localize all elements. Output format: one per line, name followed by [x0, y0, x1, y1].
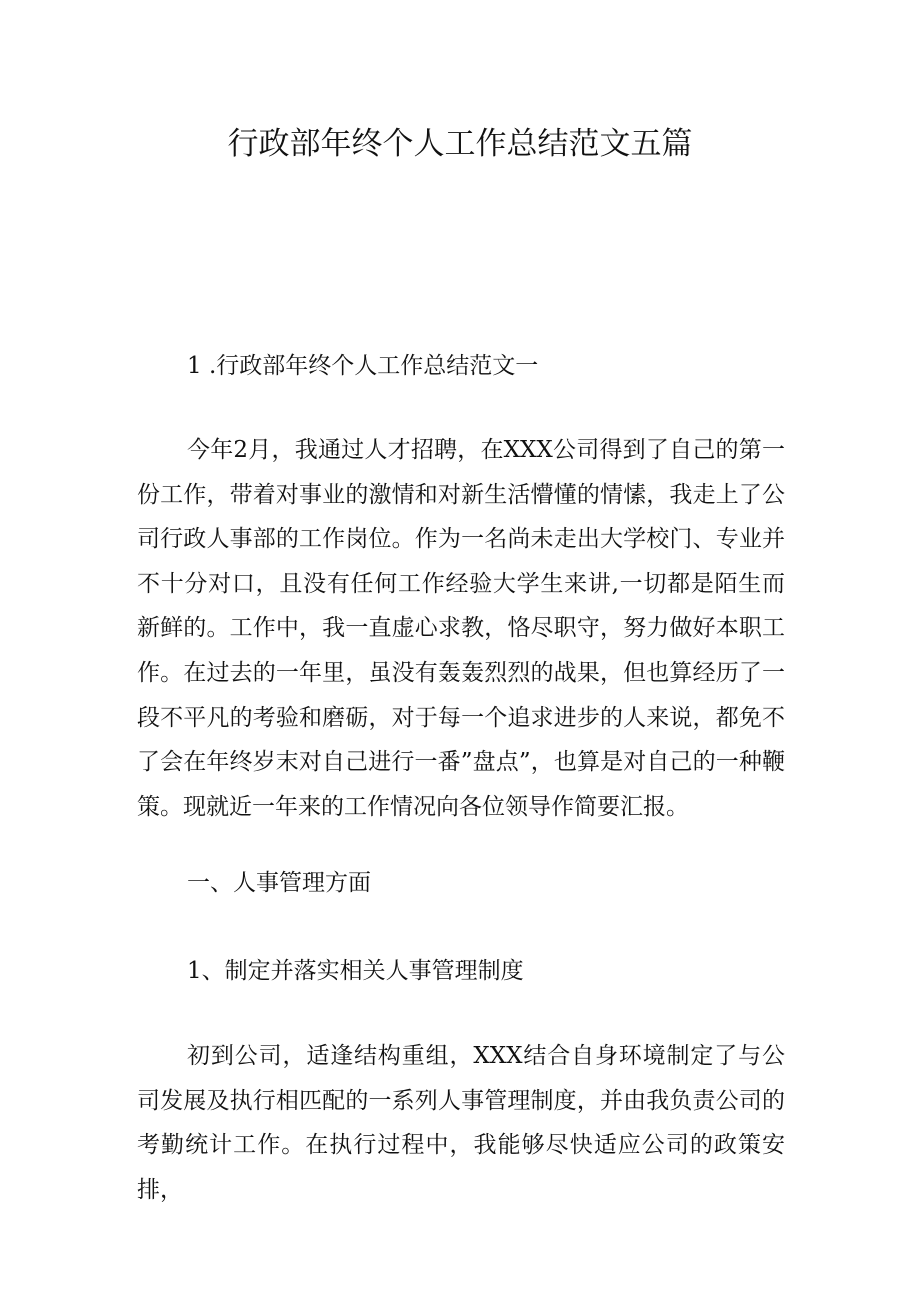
paragraph-rules: 初到公司，适逢结构重组，XXX结合自身环境制定了与公司发展及执行相匹配的一系列人事管理制度，并由我负责公司的考勤统计工作。在执行过程中，我能够尽快适应公司的政策安排，	[137, 1043, 785, 1203]
section-title: 1 .行政部年终个人工作总结范文一	[187, 353, 539, 379]
heading-personnel-rules: 1、制定并落实相关人事管理制度	[187, 958, 524, 984]
document-title: 行政部年终个人工作总结范文五篇	[227, 126, 693, 162]
heading-personnel-management: 一、人事管理方面	[187, 870, 371, 896]
paragraph-intro: 今年2月，我通过人才招聘，在XXX公司得到了自己的第一份工作，带着对事业的激情和对新生活懵懂的情愫，我走上了公司行政人事部的工作岗位。作为一名尚未走出大学校门、专业并不十分对口，且没有任何工作经验大学生来讲,一切都是陌生而新鲜的。工作中，我一直虚心求教，恪尽职守，努力做好本职工作。在过去的一年里，虽没有轰轰烈烈的战果，但也算经历了一段不平凡的考验和磨砺，对于每一个追求进步的人来说，都免不了会在年终岁末对自己进行一番”盘点”，也算是对自己的一种鞭策。现就近一年来的工作情况向各位领导作简要汇报。	[137, 437, 785, 820]
